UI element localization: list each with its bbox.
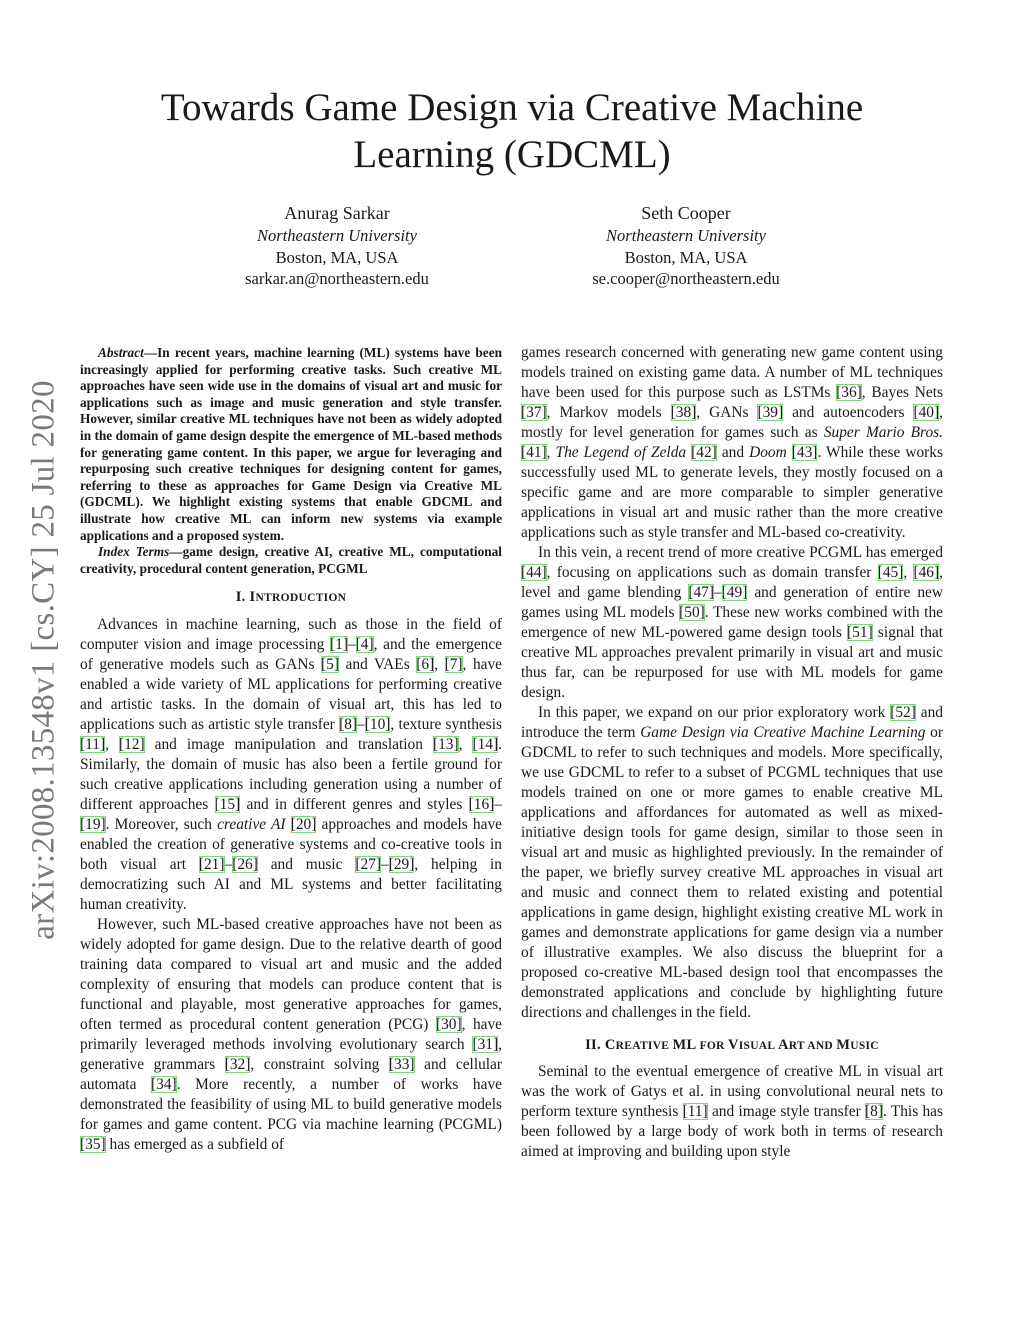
- text-run: , and the emergence of generative models such as GANs: [80, 636, 503, 674]
- text-run: , mostly for level generation for games such as: [521, 404, 943, 441]
- citation-link[interactable]: [20]: [290, 816, 317, 834]
- abstract: [80, 345, 502, 544]
- citation-link[interactable]: [41]: [521, 444, 547, 461]
- text-run: . This has been followed by a large body of work both in terms of research aimed at improving and building upon style: [521, 1103, 943, 1160]
- citation-link[interactable]: [31]: [472, 1036, 499, 1054]
- text-run: However, such ML-based creative approaches have not been as widely adopted for game design. Due to the relative dearth of good training data compared to visual art and music and the added complexity of ensuring that models can produce content that is functional and playable, most generative approaches for games, often termed as procedural content generation (PCG): [80, 916, 502, 1034]
- author-name: Anurag Sarkar: [284, 203, 390, 223]
- citation-link[interactable]: [21]: [198, 856, 225, 874]
- text-run: –: [347, 636, 356, 654]
- text-run: . While these works successfully used ML to generate levels, they mostly focused on a specific game and are more comparable to simpler generative applications in visual art and music rather than the more creative applications such as style transfer and ML-based co-creativity.: [521, 444, 943, 541]
- citation-link[interactable]: [8]: [339, 716, 358, 734]
- text-run: , have primarily leveraged methods involving evolutionary search: [80, 1016, 502, 1054]
- author-block-2: [521, 201, 851, 290]
- right-column: [521, 343, 943, 1162]
- section-heading-introduction: I. INTRODUCTION: [235, 589, 347, 606]
- text-run: , constraint solving: [250, 1056, 389, 1074]
- text-run: , helping in democratizing such AI and ML systems and better facilitating human creativity.: [80, 856, 502, 914]
- citation-link[interactable]: [29]: [388, 856, 415, 874]
- citation-link[interactable]: [38]: [670, 404, 697, 421]
- text-run: . More recently, a number of works have demonstrated the feasibility of using ML to build generative models for games and game content. PCG via machine learning (PCGML): [80, 1076, 502, 1134]
- intro-paragraph-5: [521, 703, 943, 1023]
- left-column: [80, 345, 502, 1155]
- citation-link[interactable]: [19]: [80, 816, 106, 834]
- intro-paragraph-1: [80, 615, 502, 915]
- citation-link[interactable]: [46]: [913, 564, 940, 581]
- author-name: Seth Cooper: [641, 203, 731, 223]
- text-run: ,: [903, 564, 914, 581]
- text-run: , level and game blending: [521, 564, 943, 601]
- citation-link[interactable]: [34]: [151, 1076, 177, 1094]
- index-terms-label: Index Terms: [98, 544, 170, 560]
- index-terms-text: —game design, creative AI, creative ML, computational creativity, procedural content generation, PCGML: [80, 544, 502, 576]
- section2-paragraph-1: [521, 1062, 943, 1162]
- citation-link[interactable]: [35]: [80, 1136, 106, 1154]
- citation-link[interactable]: [33]: [388, 1056, 415, 1074]
- intro-paragraph-2: [80, 915, 502, 1155]
- text-run: and generation of entire new games using ML models: [521, 584, 943, 621]
- text-run: and in different genres and styles: [240, 796, 469, 814]
- text-run: , generative grammars: [80, 1036, 502, 1074]
- paper-title: [0, 84, 1024, 178]
- text-run: and music: [257, 856, 356, 874]
- title-line-1: Towards Game Design via Creative Machine: [160, 86, 864, 129]
- italic-text: Super Mario Bros.: [823, 424, 943, 441]
- text-run: Advances in machine learning, such as those in the field of computer vision and image processing: [80, 616, 502, 654]
- text-run: , Bayes Nets: [861, 384, 943, 401]
- citation-link[interactable]: [26]: [232, 856, 258, 874]
- citation-link[interactable]: [12]: [118, 736, 145, 754]
- citation-link[interactable]: [42]: [691, 444, 717, 461]
- section-heading-creative-ml: II. CREATIVE ML FOR VISUAL ART AND MUSIC: [585, 1037, 879, 1053]
- citation-link[interactable]: [8]: [865, 1103, 883, 1120]
- text-run: and image manipulation and translation: [144, 736, 433, 754]
- text-run: ,: [458, 736, 473, 754]
- citation-link[interactable]: [36]: [836, 384, 862, 401]
- text-run: In this paper, we expand on our prior exploratory work: [538, 704, 891, 721]
- text-run: –: [713, 584, 722, 601]
- citation-link[interactable]: [40]: [913, 404, 940, 421]
- index-terms: [80, 544, 502, 577]
- text-run: or GDCML to refer to such techniques and models. More specifically, we use GDCML to refer to a subset of PCGML techniques that use models trained on one or more games to enable creative ML applications and affordances for automated as well as mixed-initiative design tools for game design, similar to those seen in visual art and music as highlighted previously. In the remainder of the paper, we briefly survey creative ML approaches in visual art and music and connect them to related existing and potential applications in game design, highlight existing creative ML work in games and demonstrate applications for game design via a number of illustrative examples. We also discuss the blueprint for a proposed co-creative ML-based design tool that encompasses the demonstrated applications and conclude by highlighting future directions and challenges in the field.: [521, 724, 943, 1021]
- citation-link[interactable]: [11]: [682, 1103, 708, 1120]
- text-run: ,: [434, 656, 445, 674]
- author-affiliation: Northeastern University: [257, 226, 417, 245]
- citation-link[interactable]: [39]: [757, 404, 784, 421]
- author-email[interactable]: se.cooper@northeastern.edu: [592, 269, 780, 288]
- author-location: Boston, MA, USA: [624, 247, 748, 267]
- citation-link[interactable]: [44]: [521, 564, 547, 581]
- text-run: and VAEs: [339, 656, 417, 674]
- citation-link[interactable]: [51]: [847, 624, 873, 641]
- citation-link[interactable]: [4]: [355, 636, 374, 654]
- text-run: , Markov models: [546, 404, 671, 421]
- citation-link[interactable]: [45]: [877, 564, 904, 581]
- citation-link[interactable]: [32]: [224, 1056, 251, 1074]
- citation-link[interactable]: [43]: [791, 444, 818, 461]
- text-run: , GANs: [696, 404, 758, 421]
- text-run: –: [494, 796, 502, 814]
- text-run: Seminal to the eventual emergence of creative ML in visual art was the work of Gatys et al. in using convolutional neural nets to perform texture synthesis: [521, 1063, 943, 1120]
- citation-link[interactable]: [11]: [80, 736, 106, 754]
- author-email[interactable]: sarkar.an@northeastern.edu: [245, 269, 429, 288]
- citation-link[interactable]: [1]: [330, 636, 348, 654]
- italic-text: Game Design via Creative Machine Learning: [640, 724, 926, 741]
- citation-link[interactable]: [47]: [688, 584, 714, 601]
- citation-link[interactable]: [14]: [472, 736, 499, 754]
- italic-text: creative AI: [217, 816, 286, 834]
- citation-link[interactable]: [37]: [521, 404, 547, 421]
- text-run: ,: [105, 736, 119, 754]
- text-run: , texture synthesis: [390, 716, 502, 734]
- author-location: Boston, MA, USA: [275, 247, 399, 267]
- citation-link[interactable]: [49]: [721, 584, 748, 601]
- text-run: signal that creative ML approaches prevalent primarily in visual art and music thus far, can be repurposed for use with ML models for game design.: [521, 624, 943, 701]
- text-run: and introduce the term: [521, 704, 943, 741]
- intro-paragraph-3: [521, 343, 943, 543]
- text-run: –: [381, 856, 389, 874]
- text-run: approaches and models have enabled the creation of generative systems and co-creative tools in both visual art: [80, 816, 502, 874]
- author-affiliation: Northeastern University: [606, 226, 766, 245]
- text-run: –: [224, 856, 233, 874]
- text-run: and autoencoders: [783, 404, 914, 421]
- text-run: and: [716, 444, 750, 461]
- text-run: and image style transfer: [707, 1103, 866, 1120]
- text-run: ,: [546, 444, 556, 461]
- text-run: games research concerned with generating new game content using models trained on existing game data. A number of ML techniques have been used for this purpose such as LSTMs: [521, 344, 943, 401]
- arxiv-sidebar-stamp: [14, 360, 74, 960]
- text-run: In this vein, a recent trend of more creative PCGML has emerged: [538, 544, 943, 561]
- text-run: . Moreover, such: [105, 816, 218, 834]
- italic-text: The Legend of Zelda: [555, 444, 687, 461]
- text-run: –: [357, 716, 365, 734]
- text-run: . These new works combined with the emergence of new ML-powered game design tools: [521, 604, 943, 641]
- text-run: . Similarly, the domain of music has also been a fertile ground for such creative applications including generation using a number of different approaches: [80, 736, 502, 814]
- title-line-2: Learning (GDCML): [353, 133, 671, 176]
- text-run: , have enabled a wide variety of ML applications for performing creative and artistic tasks. In the domain of visual art, this has led to applications such as artistic style transfer: [80, 656, 502, 734]
- italic-text: Doom: [749, 444, 787, 461]
- author-block-1: [172, 201, 502, 290]
- abstract-text: —In recent years, machine learning (ML) systems have been increasingly applied for performing creative tasks. Such creative ML approaches have seen wide use in the domains of visual art and music for applications such as image and music generation and style transfer. However, similar creative ML techniques have not been as widely adopted in the domain of game design despite the emergence of ML-based methods for generating game content. In this paper, we argue for leveraging and repurposing such creative techniques for designing content for games, referring to these as approaches for Game Design via Creative ML (GDCML). We highlight existing systems that enable GDCML and illustrate how creative ML can inform new systems via example applications and a proposed system.: [80, 345, 502, 543]
- text-run: , focusing on applications such as domain transfer: [546, 564, 878, 581]
- citation-link[interactable]: [27]: [355, 856, 381, 874]
- citation-link[interactable]: [52]: [890, 704, 916, 721]
- citation-link[interactable]: [50]: [679, 604, 705, 621]
- text-run: [286, 816, 291, 833]
- arxiv-identifier: arXiv:2008.13548v1 [cs.CY] 25 Jul 2020: [25, 380, 62, 940]
- text-run: and cellular automata: [80, 1056, 503, 1094]
- citation-link[interactable]: [15]: [214, 796, 241, 814]
- citation-link[interactable]: [5]: [321, 656, 339, 674]
- citation-link[interactable]: [13]: [432, 736, 459, 754]
- citation-link[interactable]: [6]: [416, 656, 435, 674]
- abstract-label: Abstract: [98, 345, 144, 360]
- intro-paragraph-4: [521, 543, 943, 703]
- citation-link[interactable]: [7]: [444, 656, 463, 674]
- citation-link[interactable]: [10]: [364, 716, 391, 734]
- citation-link[interactable]: [16]: [468, 796, 495, 814]
- citation-link[interactable]: [30]: [435, 1016, 462, 1034]
- text-run: has emerged as a subfield of: [105, 1136, 285, 1154]
